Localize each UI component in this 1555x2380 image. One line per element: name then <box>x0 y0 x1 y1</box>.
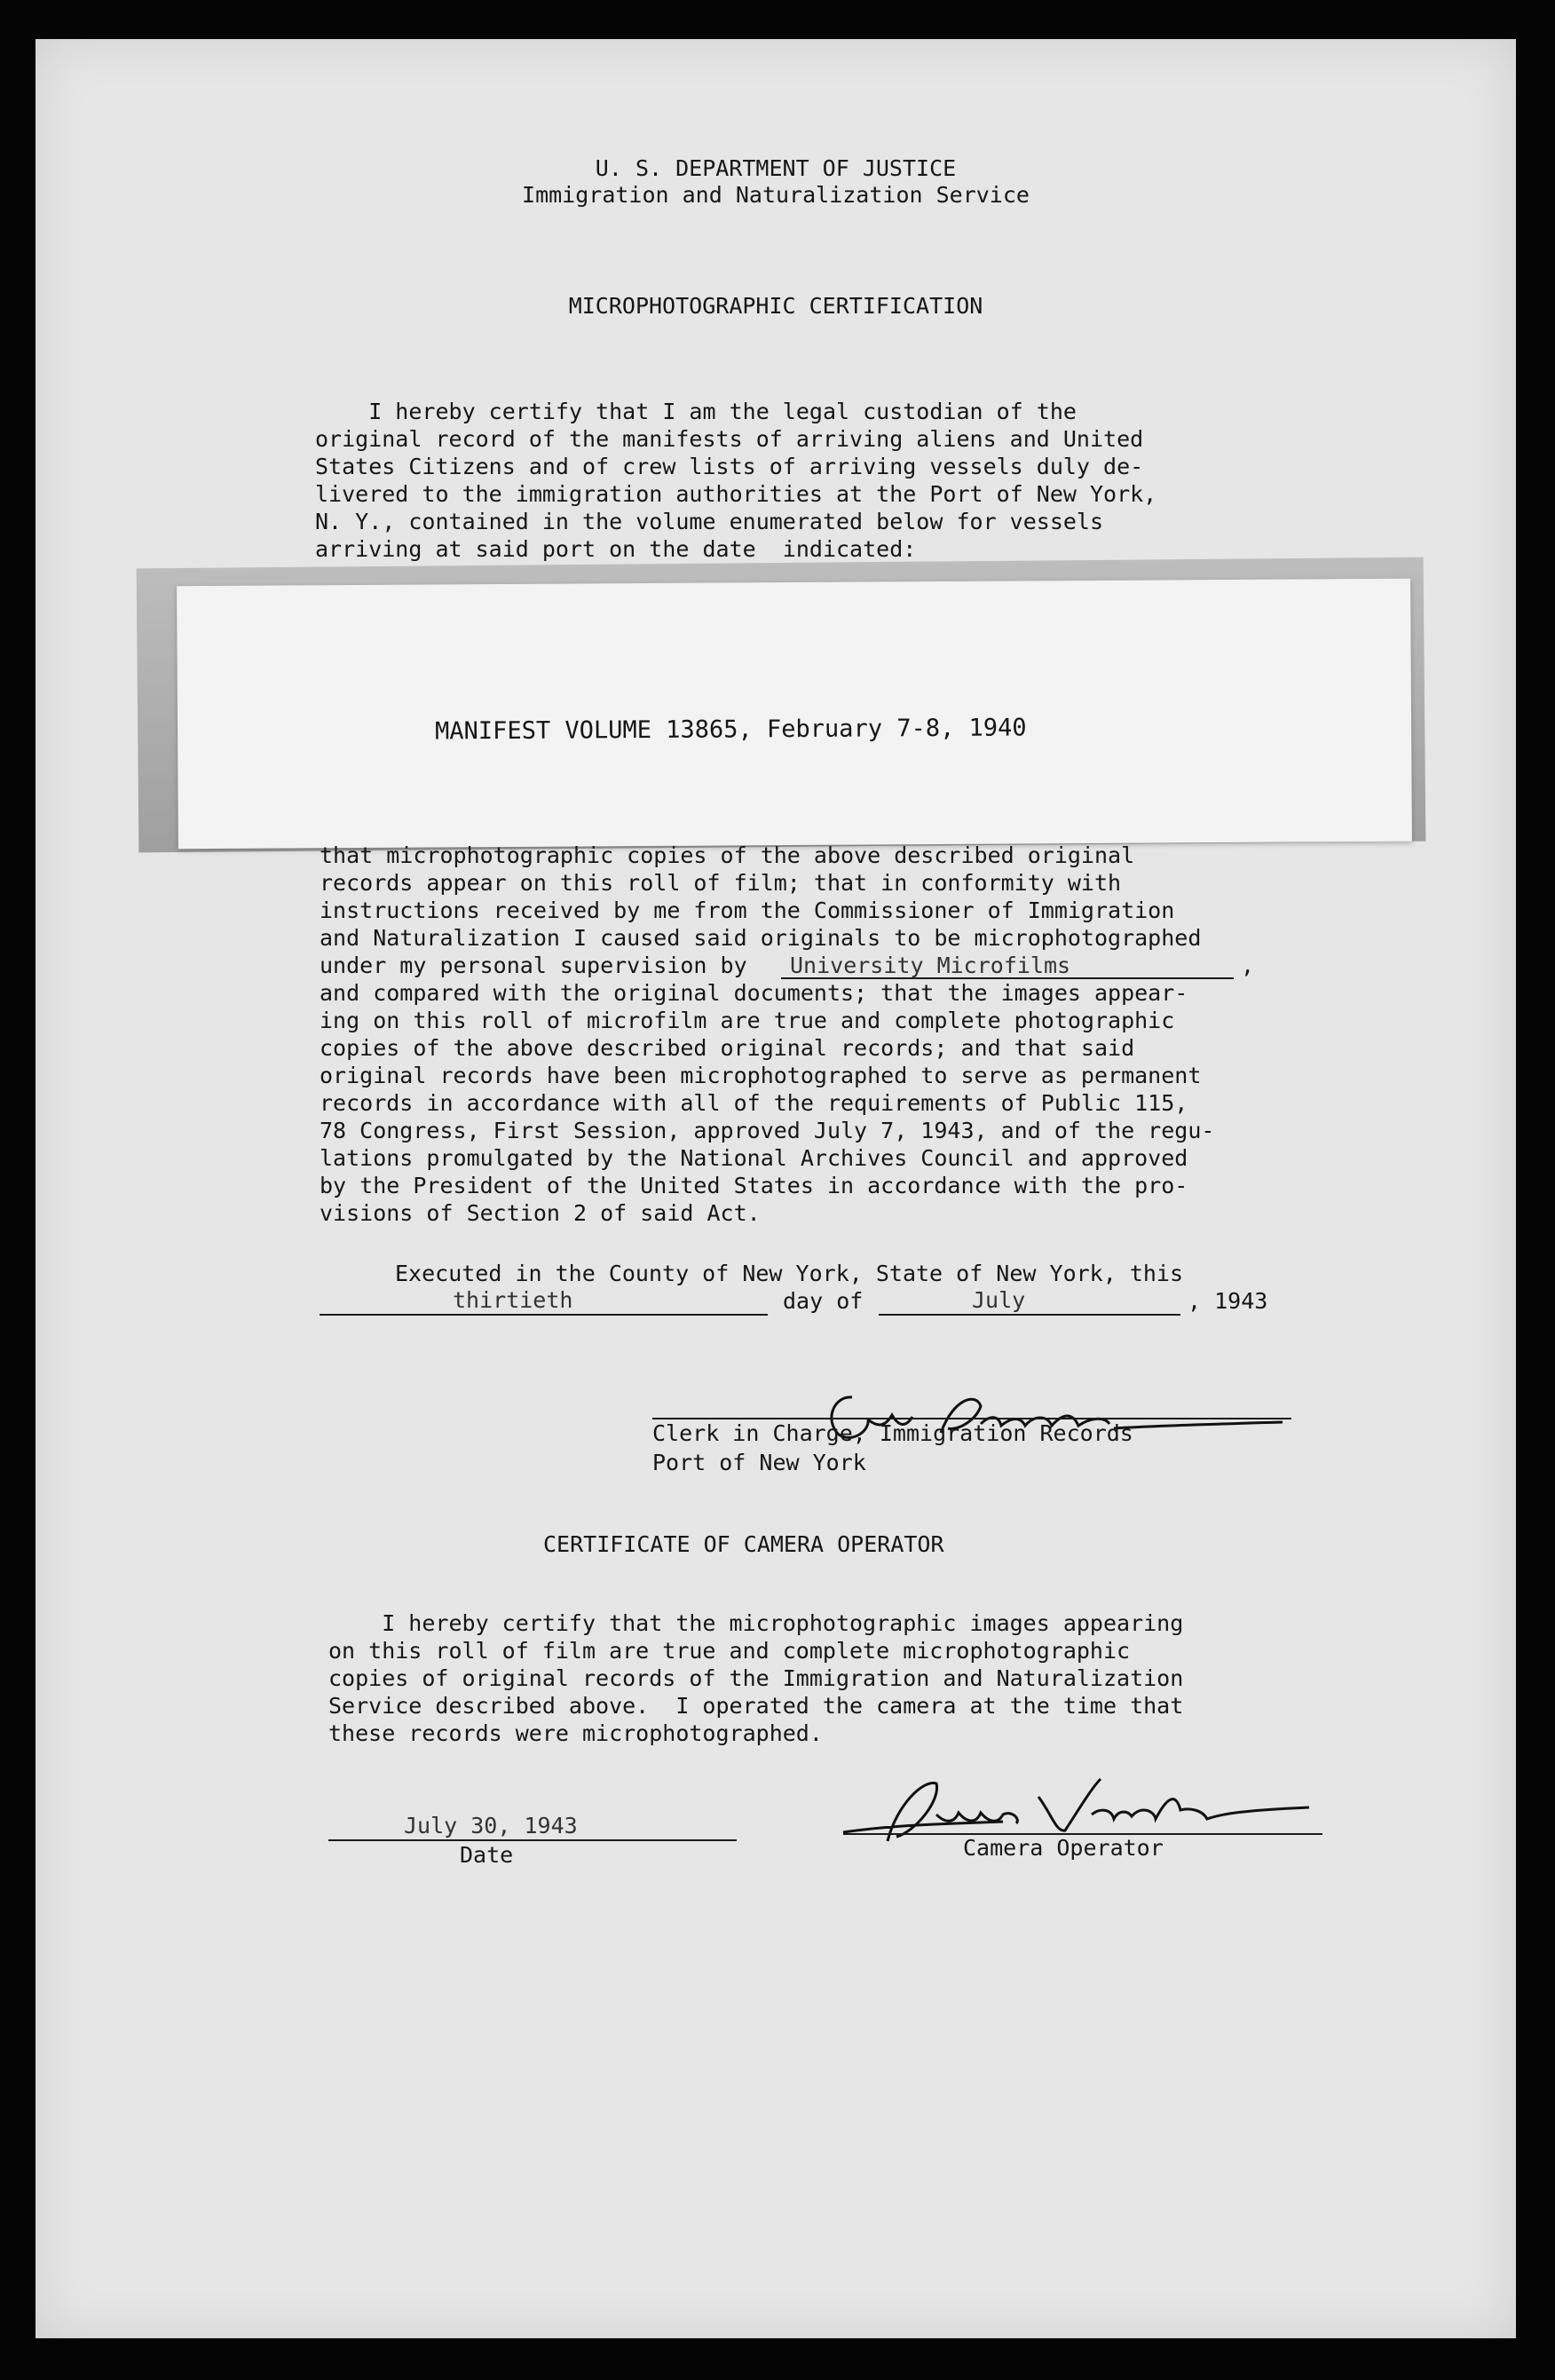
clerk-port: Port of New York <box>652 1450 866 1475</box>
camera-line: I hereby certify that the microphotographic images appearing <box>328 1610 1184 1636</box>
camera-line: Service described above. I operated the camera at the time that <box>328 1693 1184 1719</box>
body-line: visions of Section 2 of said Act. <box>320 1200 761 1226</box>
intro-line: N. Y., contained in the volume enumerated below for vessels <box>315 509 1104 534</box>
body-line: under my personal supervision by <box>320 953 747 978</box>
camera-line: copies of original records of the Immigration and Naturalization <box>328 1665 1184 1691</box>
certification-title: MICROPHOTOGRAPHIC CERTIFICATION <box>568 293 983 319</box>
document-page <box>36 39 1516 2338</box>
supervisor-underline <box>781 977 1234 979</box>
department-heading: U. S. DEPARTMENT OF JUSTICE <box>595 155 957 181</box>
body-line: and Naturalization I caused said originals to be microphotographed <box>320 925 1202 951</box>
executed-line: Executed in the County of New York, State of New York, this <box>395 1261 1184 1286</box>
intro-line: livered to the immigration authorities at the Port of New York, <box>315 481 1157 507</box>
month-underline <box>879 1314 1180 1316</box>
camera-line: these records were microphotographed. <box>328 1720 823 1746</box>
day-of-label: day of <box>783 1288 864 1314</box>
camera-operator-label: Camera Operator <box>963 1835 1164 1861</box>
supervisor-value: University Microfilms <box>790 953 1071 978</box>
intro-line: States Citizens and of crew lists of arriving vessels duly de- <box>315 454 1144 479</box>
day-value: thirtieth <box>453 1287 573 1313</box>
camera-date-line <box>328 1839 737 1841</box>
year-text: , 1943 <box>1188 1288 1268 1314</box>
body-line: copies of the above described original records; and that said <box>320 1035 1135 1061</box>
manifest-slip <box>177 579 1412 849</box>
body-line: original records have been microphotographed to serve as permanent <box>320 1063 1202 1088</box>
camera-date-label: Date <box>460 1842 514 1868</box>
body-line: by the President of the United States in accordance with the pro- <box>320 1173 1188 1198</box>
intro-line: original record of the manifests of arriving aliens and United <box>315 426 1144 452</box>
body-line: records appear on this roll of film; that in conformity with <box>320 870 1122 896</box>
body-line: lations promulgated by the National Archives Council and approved <box>320 1145 1188 1171</box>
service-heading: Immigration and Naturalization Service <box>522 182 1030 208</box>
camera-line: on this roll of film are true and complete microphotographic <box>328 1638 1131 1664</box>
clerk-title: Clerk in Charge, Immigration Records <box>652 1420 1133 1446</box>
manifest-volume-text: MANIFEST VOLUME 13865, February 7-8, 1940 <box>435 714 1027 746</box>
camera-date-value: July 30, 1943 <box>404 1813 578 1838</box>
body-line: records in accordance with all of the requirements of Public 115, <box>320 1090 1188 1116</box>
intro-paragraph <box>315 399 1380 576</box>
intro-line: arriving at said port on the date indicated: <box>315 536 917 562</box>
day-underline <box>320 1314 768 1316</box>
supervisor-comma: , <box>1241 953 1255 978</box>
camera-certificate-title: CERTIFICATE OF CAMERA OPERATOR <box>543 1531 944 1557</box>
body-line: 78 Congress, First Session, approved July 7, 1943, and of the regu- <box>320 1118 1215 1143</box>
body-line: instructions received by me from the Commissioner of Immigration <box>320 897 1175 923</box>
certification-paragraph <box>320 842 1429 1233</box>
month-value: July <box>972 1287 1026 1313</box>
camera-paragraph <box>328 1610 1438 1752</box>
body-line: ing on this roll of microfilm are true and complete photographic <box>320 1008 1175 1033</box>
body-line: that microphotographic copies of the above described original <box>320 842 1135 868</box>
body-line: and compared with the original documents; that the images appear- <box>320 980 1188 1006</box>
intro-line: I hereby certify that I am the legal custodian of the <box>315 399 1077 424</box>
